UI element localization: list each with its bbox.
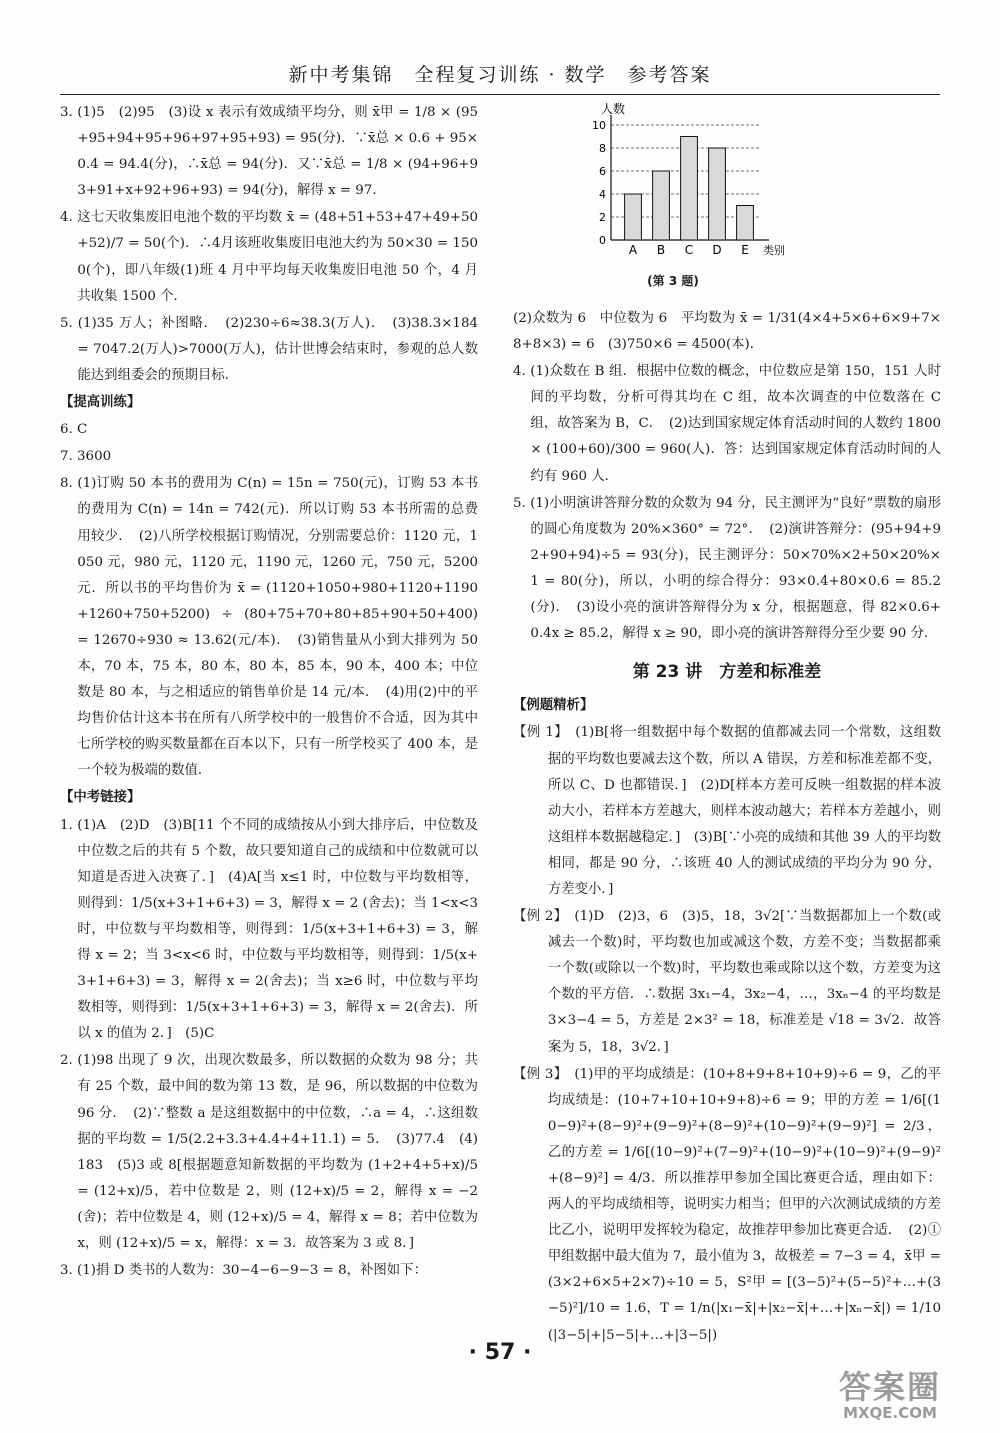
- y-tick-label: 2: [599, 211, 606, 224]
- answer-paragraph: 【例 2】 (1)D (2)3，6 (3)5，18，3√2[∵当数据都加上一个数(或减去一个数)时，平均数也加或减这个数，方差不变；当数据都乘一个数(或除以一个数)时，平均数也乘或除以这个数，方差变为这个数的平方倍．∴数据 3x₁−4，3x₂−4，…，3xₙ−4 的平均数是 3×3−4 = 5，方差是 2×3² = 18，标准差是 √18 = 3√2．故答案为 5，18，3√2．]: [513, 909, 941, 1055]
- left-column: [60, 100, 478, 1330]
- bar-A: [625, 194, 642, 240]
- answer-paragraph: 6. C: [60, 422, 88, 438]
- y-tick-label: 6: [599, 165, 606, 178]
- answer-paragraph: 3. (1)捐 D 类书的人数为：30−4−6−9−3 = 8，补图如下：: [60, 1263, 427, 1279]
- y-axis-label: 人数: [601, 102, 626, 116]
- bar-E: [737, 206, 754, 241]
- answer-paragraph: 3. (1)5 (2)95 (3)设 x 表示有效成绩平均分，则 x̄甲 = 1/8 × (95+95+94+95+96+97+95+93) = 95(分)．∵x̄总 × 0.6 + 95×0.4 = 94.4(分)，∴x̄总 = 94(分)．又∵x̄总 = 1/8 × (94+96+93+91+x+92+96+93) = 94(分)，解得 x = 97．: [60, 105, 478, 199]
- watermark-text: 答案圈: [838, 1368, 941, 1406]
- x-tick-label: C: [684, 243, 694, 257]
- lecture-title: 第 23 讲 方差和标准差: [632, 662, 822, 683]
- chart-caption: (第 3 题): [647, 274, 699, 288]
- x-tick-label: A: [628, 243, 638, 257]
- right-column: [513, 100, 941, 1343]
- answer-paragraph: 2. (1)98 出现了 9 次，出现次数最多，所以数据的众数为 98 分；共有 25 个数，最中间的数为第 13 数，是 96，所以数据的中位数为 96 分． (2)∵整数 a 是这组数据中的中位数，∴a = 4，∴这组数据的平均数 = 1/5(2.2+3.3+4.4+4+11.1) = 5． (3)77.4 (4)183 (5)3 或 8[根据题意知新数据的平均数为 (1+2+4+5+x)/5 = (12+x)/5，若中位数是 2，则 (12+x)/5 = 2，解得 x = −2(舍)；若中位数是 4，则 (12+x)/5 = 4，解得 x = 8；若中位数为 x，则 (12+x)/5 = x，解得：x = 3．故答案为 3 或 8．]: [60, 1053, 478, 1252]
- x-tick-label: E: [741, 243, 749, 257]
- right-text: [513, 306, 941, 1349]
- bar-D: [709, 148, 726, 240]
- section-heading: 【例题精析】: [513, 698, 594, 714]
- answer-paragraph: 4. (1)众数在 B 组．根据中位数的概念，中位数应是第 150，151 人时间的平均数，分析可得其均在 C 组，故本次调查的中位数落在 C 组，故答案为 B，C． (2)达到国家规定体育活动时间的人数约 1800 × (100+60)/300 = 960(人)．答：达到国家规定体育活动时间的人约有 960 人．: [513, 364, 941, 484]
- answer-paragraph: 5. (1)35 万人；补图略． (2)230÷6≈38.3(万人)． (3)38.3×184 = 7047.2(万人)>7000(万人)，估计世博会结束时，参观的总人数能达到组委会的预期目标．: [60, 315, 478, 383]
- y-tick-label: 10: [592, 119, 606, 132]
- answer-paragraph: 1. (1)A (2)D (3)B[11 个不同的成绩按从小到大排序后，中位数及中位数之后的共有 5 个数，故只要知道自己的成绩和中位数就可以知道是否进入决赛了．] (4)A[当 x≤1 时，中位数与平均数相等，则得到：1/5(x+3+1+6+3) = 3，解得 x = 2 (舍去)；当 1<x<3 时，中位数与平均数相等，则得到：1/5(x+3+1+6+3) = 3，解得 x = 2；当 3<x<6 时，中位数与平均数相等，则得到：1/5(x+3+1+6+3) = 3，解得 x = 2(舍去)；当 x≥6 时，中位数与平均数相等，则得到：1/5(x+3+1+6+3) = 3，解得 x = 2(舍去)．所以 x 的值为 2．] (5)C: [60, 817, 478, 1042]
- section-heading: 【提高训练】: [60, 395, 141, 411]
- bar-B: [653, 171, 670, 240]
- y-tick-label: 8: [599, 142, 606, 155]
- watermark-logo: [810, 1362, 970, 1422]
- answer-paragraph: 8. (1)订购 50 本书的费用为 C(n) = 15n = 750(元)，订购 53 本书的费用为 C(n) = 14n = 742(元)．所以订购 53 本书所需的总费用较少． (2)八所学校根据订购情况，分别需要总价：1120 元，1050 元，980 元，1120 元，1190 元，1260 元，750 元，5200 元．所以书的平均售价为 x̄ = (1120+1050+980+1120+1190+1260+750+5200) ÷ (80+75+70+80+85+90+50+400) = 12670÷930 ≈ 13.62(元/本)． (3)销售量从小到大排列为 50 本，70 本，75 本，80 本，80 本，85 本，90 本，400 本；中位数是 80 本，与之相适应的销售单价是 14 元/本． (4)用(2)中的平均售价估计这本书在所有八所学校中的一般售价不合适，因为其中七所学校的购买数量都在百本以下，只有一所学校买了 400 本，是一个较为极端的数值．: [60, 476, 478, 779]
- answer-paragraph: 4. 这七天收集废旧电池个数的平均数 x̄ = (48+51+53+47+49+50+52)/7 = 50(个)．∴4月该班收集废旧电池大约为 50×30 = 1500(个)，即八年级(1)班 4 月中平均每天收集废旧电池 50 个，4 月共收集 1500 个．: [60, 210, 478, 304]
- x-tick-label: D: [712, 243, 722, 257]
- page-header: 新中考集锦 全程复习训练 · 数学 参考答案: [60, 60, 940, 95]
- bar-chart: [513, 100, 941, 300]
- page-number: · 57 ·: [468, 1340, 532, 1365]
- answer-paragraph: 7. 3600: [60, 449, 112, 465]
- y-tick-label: 4: [599, 188, 606, 201]
- x-tick-label: B: [656, 243, 666, 257]
- answer-paragraph: 5. (1)小明演讲答辩分数的众数为 94 分，民主测评为“良好”票数的扇形的圆心角度数为 20%×360° = 72°． (2)演讲答辩分：(95+94+92+90+94)÷5 = 93(分)，民主测评分：50×70%×2+50×20%×1 = 80(分)，所以，小明的综合得分：93×0.4+80×0.6 = 85.2(分)． (3)设小亮的演讲答辩得分为 x 分，根据题意，得 82×0.6+0.4x ≥ 85.2，解得 x ≥ 90，即小亮的演讲答辩得分至少要 90 分．: [513, 495, 941, 642]
- bar-chart-svg: [583, 100, 783, 268]
- section-heading: 【中考链接】: [60, 790, 141, 806]
- bar-C: [681, 137, 698, 241]
- answer-paragraph: 【例 1】 (1)B[将一组数据中每个数据的值都减去同一个常数，这组数据的平均数也要减去这个数，所以 A 错误，方差和标准差都不变，所以 C、D 也都错误．] (2)D[样本方差可反映一组数据的样本波动大小，若样本方差越大，则样本波动越大；若样本方差越小，则这组样本数据越稳定．] (3)B[∵小亮的成绩和其他 39 人的平均数相同，都是 90 分，∴该班 40 人的测试成绩的平均分为 90 分，方差变小．]: [513, 725, 941, 897]
- answer-paragraph: 【例 3】 (1)甲的平均成绩是：(10+8+9+8+10+9)÷6 = 9，乙的平均成绩是：(10+7+10+10+9+8)÷6 = 9；甲的方差 = 1/6[(10−9)²+(8−9)²+(9−9)²+(8−9)²+(10−9)²+(9−9)²] = 2/3，乙的方差 = 1/6[(10−9)²+(7−9)²+(10−9)²+(10−9)²+(9−9)²+(8−9)²] = 4/3．所以推荐甲参加全国比赛更合适，理由如下：两人的平均成绩相等，说明实力相当；但甲的六次测试成绩的方差比乙小，说明甲发挥较为稳定，故推荐甲参加比赛更合适． (2)①甲组数据中最大值为 7，最小值为 3，故极差 = 7−3 = 4，x̄甲 = (3×2+6×5+2×7)÷10 = 5，S²甲 = [(3−5)²+(5−5)²+…+(3−5)²]/10 = 1.6，T = 1/n(|x₁−x̄|+|x₂−x̄|+…+|xₙ−x̄|) = 1/10(|3−5|+|5−5|+…+|3−5|): [513, 1066, 941, 1343]
- answer-paragraph: (2)众数为 6 中位数为 6 平均数为 x̄ = 1/31(4×4+5×6+6×9+7×8+8×3) = 6 (3)750×6 = 4500(本)．: [513, 311, 941, 353]
- x-axis-label: 类别: [763, 244, 785, 257]
- y-tick-label: 0: [599, 234, 606, 247]
- watermark-url: MXQE.COM: [843, 1404, 937, 1422]
